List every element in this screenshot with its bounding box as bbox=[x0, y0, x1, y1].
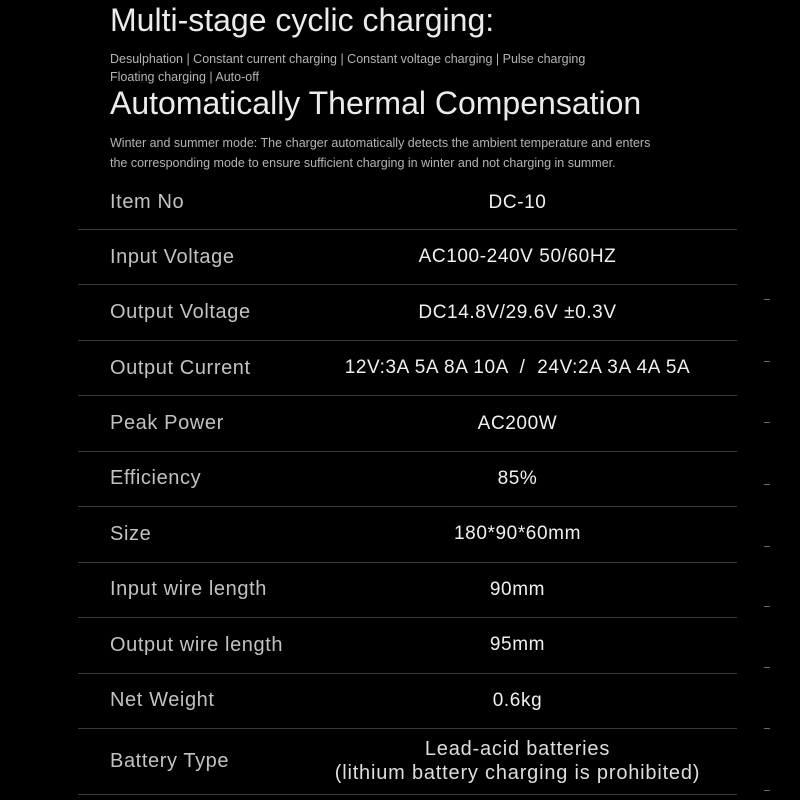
spec-label: Output Voltage bbox=[110, 301, 251, 324]
edge-tick bbox=[764, 422, 770, 423]
spec-label: Battery Type bbox=[110, 749, 230, 772]
edge-tick bbox=[764, 361, 770, 362]
edge-tick bbox=[764, 484, 770, 485]
spec-row-efficiency bbox=[78, 452, 737, 507]
spec-label: Net Weight bbox=[110, 689, 215, 712]
charging-modes-line: Floating charging | Auto-off bbox=[110, 70, 259, 84]
spec-row-item-no bbox=[78, 176, 737, 230]
spec-value: 95mm bbox=[489, 634, 546, 656]
thermal-description-line: Winter and summer mode: The charger automatically detects the ambient temperature and enters bbox=[110, 136, 651, 150]
spec-value-line: (lithium battery charging is prohibited) bbox=[334, 762, 701, 785]
spec-value: 180*90*60mm bbox=[453, 523, 581, 545]
edge-tick bbox=[764, 606, 770, 607]
spec-row-peak-power bbox=[78, 396, 737, 451]
spec-row-net-weight bbox=[78, 674, 737, 729]
spec-row-output-current bbox=[78, 341, 737, 396]
thermal-description-line: the corresponding mode to ensure sufficient charging in winter and not charging in summer. bbox=[110, 156, 616, 170]
spec-row-size bbox=[78, 507, 737, 562]
spec-row-output-voltage bbox=[78, 285, 737, 340]
edge-tick bbox=[764, 667, 770, 668]
spec-label: Input wire length bbox=[110, 578, 267, 601]
edge-tick bbox=[764, 299, 770, 300]
spec-row-output-wire-length bbox=[78, 618, 737, 673]
edge-tick bbox=[764, 790, 770, 791]
thermal-compensation-heading: Automatically Thermal Compensation bbox=[110, 85, 642, 121]
spec-row-input-wire-length bbox=[78, 563, 737, 618]
spec-label: Input Voltage bbox=[110, 245, 235, 268]
spec-value: DC14.8V/29.6V ±0.3V bbox=[418, 301, 617, 323]
spec-row-input-voltage bbox=[78, 230, 737, 285]
spec-value: AC200W bbox=[477, 412, 558, 434]
spec-label: Output wire length bbox=[110, 633, 284, 656]
spec-value: 12V:3A 5A 8A 10A / 24V:2A 3A 4A 5A bbox=[344, 357, 691, 379]
spec-label: Peak Power bbox=[110, 412, 224, 435]
charging-modes-line: Desulphation | Constant current charging | Constant voltage charging | Pulse charging bbox=[110, 52, 586, 66]
spec-label: Output Current bbox=[110, 356, 251, 379]
spec-table bbox=[78, 176, 737, 795]
spec-value bbox=[300, 729, 735, 794]
edge-tick bbox=[764, 546, 770, 547]
charging-modes-heading: Multi-stage cyclic charging: bbox=[110, 2, 495, 38]
edge-tick bbox=[764, 728, 770, 729]
spec-value: DC-10 bbox=[488, 191, 547, 213]
spec-label: Size bbox=[110, 522, 152, 545]
spec-value-line: Lead-acid batteries bbox=[424, 738, 611, 761]
spec-value: 90mm bbox=[489, 578, 546, 600]
spec-value: AC100-240V 50/60HZ bbox=[418, 246, 617, 268]
spec-label: Item No bbox=[110, 191, 185, 213]
spec-value: 85% bbox=[497, 467, 538, 489]
spec-value: 0.6kg bbox=[492, 689, 543, 711]
spec-row-battery-type bbox=[78, 729, 737, 795]
spec-label: Efficiency bbox=[110, 467, 202, 490]
